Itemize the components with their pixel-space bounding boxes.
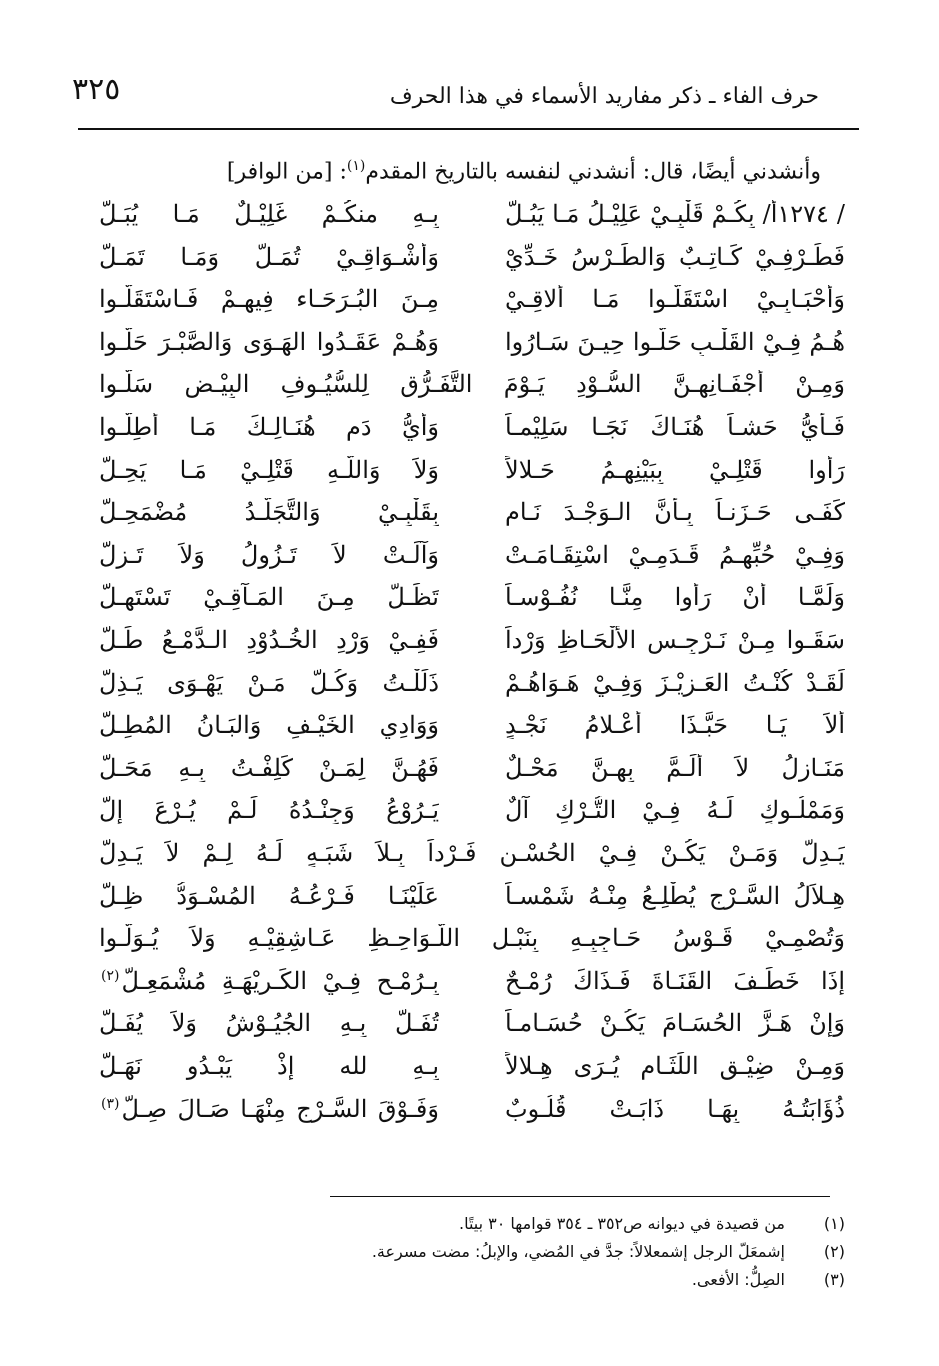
verse-second-hemistich (99, 328, 439, 356)
verse-second-hemistich-text: ذَلَلْـتُ وَكُـلُّ مَـنْ يَهْـوَى يَـذِلُّ (99, 668, 439, 697)
verse-second-hemistich-text: فَهُـنَّ لِمَـنْ كَلِفْـتُ بِـهِ مَحَـلُّ (99, 753, 439, 782)
footnote (85, 1242, 845, 1270)
verse-line (0, 1052, 939, 1094)
footnote-text: الصِلُّ: الأفعى. (691, 1270, 785, 1289)
verse-first-hemistich: وَمَمْلُـوكٍ لَـهُ فِـيْ التُّـرْكِ آلٌ (505, 796, 845, 825)
verse-second-hemistich (99, 541, 439, 569)
footnote-text: إشمعَلّ الرجل إشمعلالاً: جدَّ في المُضي، والإبلُ: مضت مسرعة. (371, 1242, 785, 1261)
footnote (85, 1214, 845, 1242)
footnote-ref: (٣) (101, 1095, 120, 1112)
verse-line (0, 456, 939, 498)
verse-line (0, 541, 939, 583)
verse-full-line: وَتُصْمِـيْ قَـوْسُ حَـاجِبِـهِ بِنَبْـلِ اللَّـوَاحِـظِ عَـاشِقِيْـهِ وَلاَ يُـوَلُّـوا (99, 924, 845, 953)
verse-second-hemistich-text: وَأَيُّ دَمٍ هُنَـالِـكَ مَـا أُطِلُّـوا (99, 413, 439, 441)
verse-line (0, 796, 939, 838)
verse-full-line: يَـدِلُّ وَمَـنْ يَكُـنْ فِـيْ الحُسْـنِ فَـرْداً بِـلاَ شَبَـهٍ لَـهُ لِـمْ لاَ يَـدِلُّ (99, 839, 845, 867)
verse-first-hemistich: وَفِـيْ حُبِّهِـمُ قَـدَمِـيْ اسْتِقَـامَـتْ (505, 540, 845, 569)
verse-first-hemistich: / ١٢٧٤أ/ بِكُـمْ قَلْبِـيْ عَلِيْـلُ مَـا يَبُـلُّ (505, 200, 845, 228)
verse-first-hemistich: وَمِـنْ ضِيْـقِ اللِّثَـامِ يُـرَى هِـلالاً (505, 1052, 845, 1080)
verse-first-hemistich: هُـمُ فِـيْ القَلْـبِ حَلُّـوا حِيـنَ سَـارُوا (505, 327, 845, 356)
verse-second-hemistich (99, 583, 439, 611)
verse-second-hemistich-text: وَفَـوْقَ السَّـرْجِ مِنْهَـا صَـالَ صِـلُّ (121, 1094, 439, 1123)
footnote-text: من قصيدة في ديوانه ص٣٥٢ ـ ٣٥٤ قوامها ٣٠ بيتًا. (459, 1214, 785, 1233)
footnote-ref: (١) (346, 158, 366, 174)
verse-line (0, 924, 939, 966)
verse-line (0, 1009, 939, 1051)
footnote-number: (٣) (823, 1270, 845, 1289)
verse-second-hemistich-text: وَأَشْـوَاقِـيْ تُمَـلُّ وَمَـا تَمَـلُّ (99, 242, 439, 271)
footnotes (85, 1214, 845, 1298)
footnote-rule (330, 1196, 830, 1197)
verse-second-hemistich (99, 1052, 439, 1080)
verse-second-hemistich (99, 456, 439, 484)
header-rule (78, 128, 859, 130)
verse-second-hemistich-text: وَآلَـتْ لاَ تَـزُولُ وَلاَ تَـزِلُّ (99, 540, 439, 569)
verse-second-hemistich (99, 967, 439, 995)
meter-label: : [من الوافر] (226, 159, 347, 185)
verse-second-hemistich (99, 796, 439, 824)
verse-first-hemistich: وَأَحْبَـابِـيْ اسْتَقَلُّـوا مَـا أُلاقِـيْ (505, 285, 845, 314)
verse-line (0, 328, 939, 370)
verse-line (0, 583, 939, 625)
verse-second-hemistich-text: بِـهِ لله إِذْ يَبْـدُو نَهَـلُّ (99, 1052, 439, 1080)
verse-line (0, 498, 939, 540)
verse-second-hemistich (99, 882, 439, 910)
verse-second-hemistich-text: بِـرُمْـحٍ فِـيْ الكَـرِيْهَـةِ مُشْمَعِـلُّ (121, 966, 439, 995)
verse-second-hemistich-text: تَظَـلُّ مِـنَ المَـآقِـيْ تَسْتَهِـلُّ (99, 583, 439, 612)
verse-second-hemistich (99, 711, 439, 739)
verse-line (0, 1095, 939, 1137)
verse-first-hemistich: لَقَـدْ كُنْـتُ العَـزِيْـزَ وَفِـيْ هَـوَاهُـمْ (505, 668, 845, 697)
running-title: حرف الفاء ـ ذكر مفاريد الأسماء في هذا الحرف (389, 84, 819, 109)
verse-line (0, 370, 939, 412)
verse-second-hemistich-text: بِقَلْبِـيْ وَالتَّجَلُّـدُ مُضْمَحِـلُّ (99, 498, 439, 527)
intro-text: وأنشدني أيضًا، قال: أنشدني لنفسه بالتاريخ المقدم (365, 159, 821, 185)
verse-second-hemistich (99, 1095, 439, 1123)
verse-line (0, 711, 939, 753)
verse-line (0, 200, 939, 242)
verse-second-hemistich (99, 754, 439, 782)
intro-line (227, 158, 821, 184)
verse-second-hemistich-text: وَوَادِي الخَيْـفِ وَالبَـانُ المُطِـلُّ (99, 711, 439, 740)
footnote-ref: (٢) (101, 967, 120, 984)
verse-second-hemistich-text: وَهُـمْ عَقَـدُوا الهَـوَى وَالصَّبْـرَ حَلُّـوا (99, 327, 439, 356)
verse-first-hemistich: سَقَـوا مِـنْ نَـرْجِـسِ الأَلْحَـاظِ وَرْداً (505, 626, 845, 654)
verse-first-hemistich: هِـلاَلُ السَّـرْجِ يُطْلِـعُ مِنْـهُ شَمْسـاً (505, 881, 845, 910)
verse-second-hemistich (99, 413, 439, 441)
verse-second-hemistich (99, 285, 439, 313)
verse-full-line: وَمِـنْ أَجْفَـانِهِـنَّ السُّـوْدِ يَـوْمَ التَّفَـرُّقِ لِلسُّيُـوفِ البِيْـضِ سَلُّـوا (99, 370, 845, 399)
footnote (85, 1270, 845, 1298)
verse-first-hemistich: وَلَمَّـا أَنْ رَأَوا مِنَّـا نُفُـوْسـاً (505, 583, 845, 612)
verse-first-hemistich: فَـأَيُّ حَشـاً هُنَـاكَ نَجَـا سَلِيْمـاً (505, 413, 845, 441)
verse-second-hemistich-text: بِـهِ منكُـمْ غَلِيْـلٌ مَـا يُبَـلُّ (99, 200, 439, 228)
verse-line (0, 413, 939, 455)
verse-first-hemistich: ذُؤَابَتُـهُ بِهَـا ذَابَـتْ قُلُـوبٌ (505, 1094, 845, 1123)
verse-second-hemistich-text: وَلاَ وَاللّـهِ قَتْلِـيْ مَـا يَحِـلُّ (99, 455, 439, 484)
verse-second-hemistich (99, 669, 439, 697)
verse-line (0, 882, 939, 924)
verse-first-hemistich: فَطَـرْفِـيْ كَـاتِـبٌ وَالطِّـرْسُ خَـدِّيْ (505, 242, 845, 271)
verse-line (0, 669, 939, 711)
verse-second-hemistich (99, 243, 439, 271)
verse-first-hemistich: أَلاَ يَـا حَبَّـذَا أَعْـلامُ نَجْـدٍ (505, 711, 845, 740)
verse-second-hemistich (99, 200, 439, 228)
verse-line (0, 626, 939, 668)
verse-second-hemistich-text: عَلَيْنَـا فَـرْعُـهُ المُسْـوَدُّ ظِـلُّ (99, 881, 439, 910)
verse-line (0, 285, 939, 327)
verse-first-hemistich: وَإِنْ هَـزَّ الحُسَـامَ يَكُـنْ حُسَـامـاً (505, 1009, 845, 1038)
verse-second-hemistich-text: تُفَـلُّ بِـهِ الجُيُـوْشُ وَلاَ يُفَـلُّ (99, 1009, 439, 1038)
verse-first-hemistich: رَأَوا قَتْلِـيْ بِبَيْنِهِـمُ حَـلالاً (505, 455, 845, 484)
verse-second-hemistich-text: فَفِـيْ وَرْدِ الخُـدُوْدِ الـدَّمْـعُ طَـلُّ (99, 626, 439, 654)
verse-second-hemistich-text: يَـرُوْعُ وَجِنْـدُهُ لَـمْ يُـرْعَ إِلُّ (99, 796, 439, 825)
verse-line (0, 967, 939, 1009)
verse-second-hemistich (99, 498, 439, 526)
verse-first-hemistich: إِذَا خَطَـفَ القَنَـاةَ فَـذَاكَ رُمْـحٌ (505, 966, 845, 995)
page-number: ٣٢٥ (72, 72, 121, 107)
verse-second-hemistich-text: مِـنَ البُـرَحَـاء فِيهِـمْ فَـاسْتَقَلُّـوا (99, 285, 439, 314)
verse-line (0, 839, 939, 881)
footnote-number: (١) (823, 1214, 845, 1233)
verse-line (0, 243, 939, 285)
verse-second-hemistich (99, 1009, 439, 1037)
verse-first-hemistich: كَفَـى حَـزَنـاً بِـأَنَّ الـوَجْـدَ نَـامٍ (505, 498, 845, 527)
verse-line (0, 754, 939, 796)
verse-second-hemistich (99, 626, 439, 654)
verse-first-hemistich: مَنَـازِلُ لاَ أَلَـمَّ بِهِـنَّ مَحْـلٌ (505, 753, 845, 782)
footnote-number: (٢) (823, 1242, 845, 1261)
